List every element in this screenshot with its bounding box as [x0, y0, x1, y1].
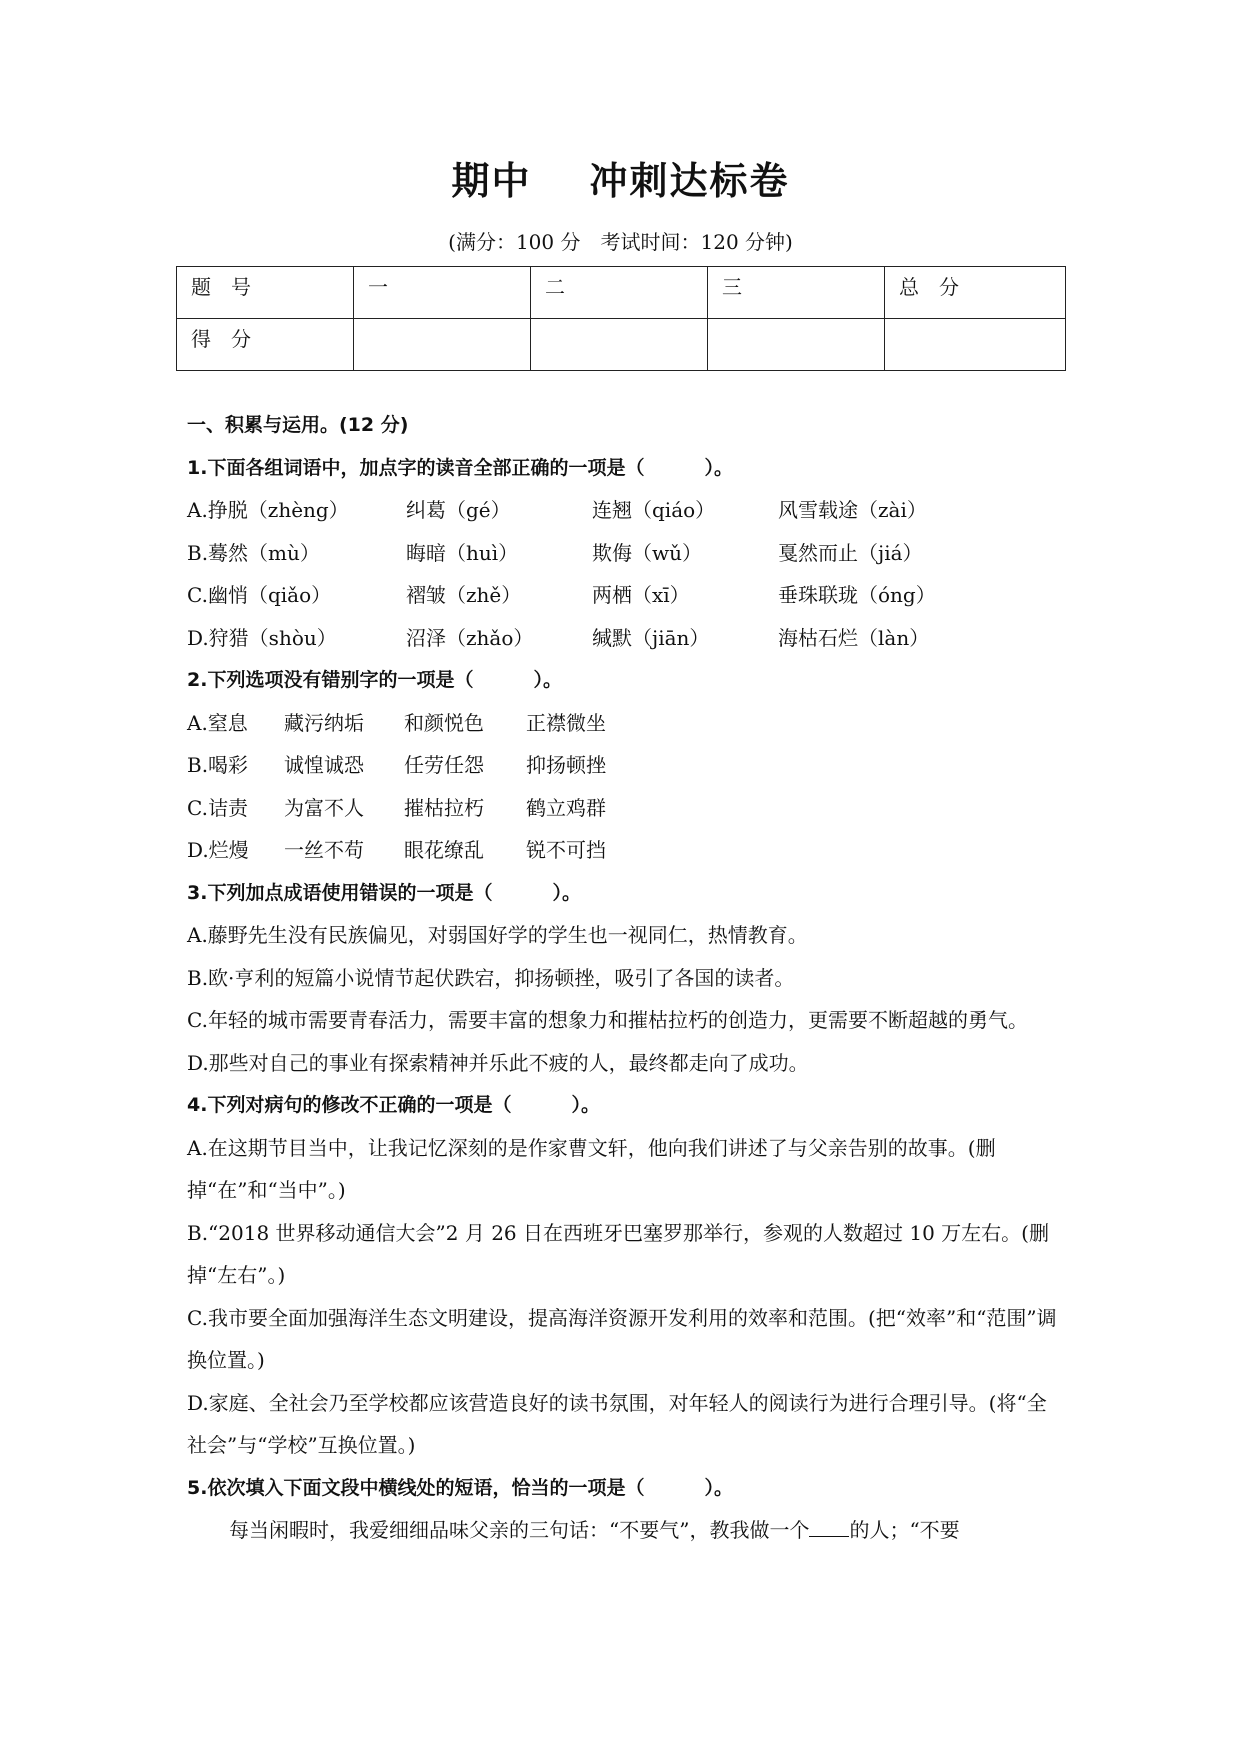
score-header-1: 一 — [354, 267, 531, 319]
question-stem-text: 1.下面各组词语中，加点字的读音全部正确的一项是（ — [187, 456, 645, 479]
page-title — [0, 150, 1241, 205]
section-heading: 一、积累与运用。(12 分) — [187, 414, 409, 436]
question-2-stem — [187, 659, 1057, 702]
question-1-option-b — [187, 532, 1057, 575]
exam-time: 考试时间：120 分钟) — [600, 230, 793, 254]
score-cell-total[interactable] — [885, 319, 1066, 371]
question-stem-text: 3.下列加点成语使用错误的一项是（ — [187, 881, 493, 904]
question-stem-text: 5.依次填入下面文段中横线处的短语，恰当的一项是（ — [187, 1476, 645, 1499]
question-stem-end: ）。 — [533, 669, 562, 691]
option-cell: 眼花缭乱 — [404, 838, 484, 862]
question-2-option-b — [187, 744, 1057, 787]
passage-text-b: 的人；“不要 — [849, 1518, 960, 1542]
question-1-option-c — [187, 574, 1057, 617]
option-cell: C.幽悄（qiǎo） — [187, 583, 332, 607]
question-5-passage — [187, 1509, 1057, 1552]
title-part2: 冲刺达标卷 — [589, 158, 790, 203]
question-3-option-d: D.那些对自己的事业有探索精神并乐此不疲的人，最终都走向了成功。 — [187, 1050, 809, 1075]
option-cell: 褶皱（zhě） — [406, 583, 522, 607]
score-header-2: 二 — [531, 267, 708, 319]
exam-content — [187, 404, 1057, 1552]
score-cell-1[interactable] — [354, 319, 531, 371]
score-table-score-row — [177, 319, 1066, 371]
option-cell: 为富不人 — [284, 795, 364, 820]
question-2-option-a — [187, 702, 1057, 745]
option-cell: 摧枯拉朽 — [404, 795, 484, 820]
score-cell-3[interactable] — [708, 319, 885, 371]
question-stem-text: 4.下列对病句的修改不正确的一项是（ — [187, 1094, 512, 1116]
option-cell: 一丝不苟 — [284, 838, 364, 862]
option-cell: 正襟微坐 — [526, 710, 606, 735]
score-cell-2[interactable] — [531, 319, 708, 371]
score-table-header-row — [177, 267, 1066, 319]
option-cell: 戛然而止（jiá） — [778, 540, 923, 565]
question-stem-end: ）。 — [571, 1094, 600, 1116]
question-4-option-a: A.在这期节目当中，让我记忆深刻的是作家曹文轩，他向我们讲述了与父亲告别的故事。(删掉“在”和“当中”。) — [187, 1135, 996, 1202]
question-3-stem — [187, 872, 1057, 915]
option-cell: C.诘责 — [187, 795, 248, 820]
question-3-option-b: B.欧·亨利的短篇小说情节起伏跌宕，抑扬顿挫，吸引了各国的读者。 — [187, 965, 795, 990]
option-cell: B.喝彩 — [187, 753, 249, 777]
option-cell: A.挣脱（zhèng） — [187, 498, 349, 522]
question-4-option-c: C.我市要全面加强海洋生态文明建设，提高海洋资源开发利用的效率和范围。(把“效率”和“范围”调换位置。) — [187, 1305, 1057, 1372]
option-cell: A.窒息 — [187, 710, 248, 735]
question-2-option-d — [187, 829, 1057, 872]
option-cell: 海枯石烂（làn） — [778, 625, 930, 650]
option-cell: D.狩猎（shòu） — [187, 625, 337, 650]
passage-text-a: 每当闲暇时，我爱细细品味父亲的三句话：“不要气”，教我做一个 — [229, 1518, 810, 1542]
option-cell: 和颜悦色 — [404, 710, 484, 735]
fill-blank[interactable] — [809, 1516, 849, 1537]
question-3-option-c: C.年轻的城市需要青春活力，需要丰富的想象力和摧枯拉朽的创造力，更需要不断超越的勇气。 — [187, 1008, 1028, 1032]
question-3-option-a: A.藤野先生没有民族偏见，对弱国好学的学生也一视同仁，热情教育。 — [187, 923, 808, 947]
question-4-option-b: B.“2018 世界移动通信大会”2 月 26 日在西班牙巴塞罗那举行，参观的人数超过 10 万左右。(删掉“左右”。) — [187, 1220, 1049, 1287]
full-score: (满分：100 分 — [448, 230, 581, 254]
score-table — [176, 266, 1066, 371]
score-header-total: 总 分 — [885, 267, 1066, 319]
option-cell: 纠葛（gé） — [406, 498, 511, 522]
option-cell: D.烂熳 — [187, 838, 249, 862]
option-cell: 缄默（jiān） — [592, 625, 710, 650]
title-part1: 期中 — [451, 158, 532, 203]
option-cell: 沼泽（zhǎo） — [406, 625, 534, 650]
question-2-option-c — [187, 787, 1057, 830]
option-cell: 风雪载途（zài） — [778, 498, 927, 522]
option-cell: 鹤立鸡群 — [526, 795, 606, 820]
option-cell: 藏污纳垢 — [284, 710, 364, 735]
question-stem-text: 2.下列选项没有错别字的一项是（ — [187, 669, 474, 691]
score-header-label: 题 号 — [177, 267, 354, 319]
option-cell: 诚惶诚恐 — [284, 753, 364, 777]
question-4-option-d: D.家庭、全社会乃至学校都应该营造良好的读书氛围，对年轻人的阅读行为进行合理引导。(将“全社会”与“学校”互换位置。) — [187, 1390, 1047, 1457]
option-cell: 任劳任怨 — [404, 753, 484, 777]
question-4-stem — [187, 1084, 1057, 1127]
question-stem-end: ）。 — [704, 1476, 733, 1499]
option-cell: B.蓦然（mù） — [187, 540, 320, 565]
question-stem-end: ）。 — [704, 456, 733, 479]
option-cell: 连翘（qiáo） — [592, 498, 716, 522]
score-header-3: 三 — [708, 267, 885, 319]
score-row-label: 得 分 — [177, 319, 354, 371]
option-cell: 两栖（xī） — [592, 583, 690, 607]
option-cell: 抑扬顿挫 — [526, 753, 606, 777]
option-cell: 晦暗（huì） — [406, 540, 519, 565]
option-cell: 锐不可挡 — [526, 838, 606, 862]
option-cell: 垂珠联珑（óng） — [778, 583, 936, 607]
question-1-stem — [187, 447, 1057, 490]
exam-info — [0, 226, 1241, 255]
option-cell: 欺侮（wǔ） — [592, 540, 702, 565]
question-1-option-a — [187, 489, 1057, 532]
question-5-stem — [187, 1467, 1057, 1510]
question-1-option-d — [187, 617, 1057, 660]
question-stem-end: ）。 — [552, 881, 581, 904]
